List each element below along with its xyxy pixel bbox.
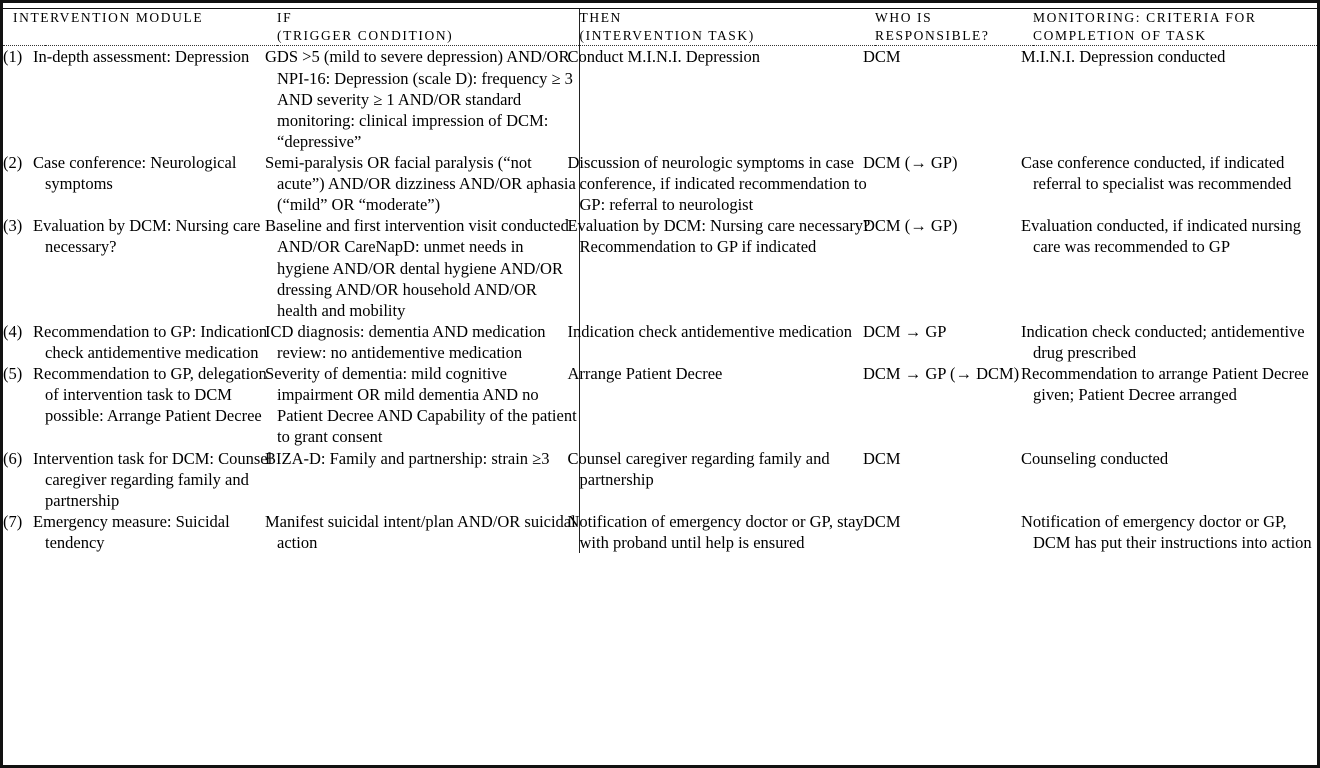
cell-module: In-depth assessment: Depression [33, 47, 250, 67]
cell-module: Intervention task for DCM: Counsel caregiver regarding family and partnership [33, 448, 273, 510]
table-row [3, 448, 1317, 511]
row-number: (3) [3, 216, 23, 236]
header-line-2: (INTERVENTION TASK) [579, 28, 755, 44]
cell-then: Arrange Patient Decree [567, 364, 723, 384]
header-line-1: IF [277, 10, 293, 25]
cell-if: Baseline and first intervention visit conducted AND/OR CareNapD: unmet needs in hygiene AND/OR dental hygiene AND/OR dressing AND/OR household AND/OR health and mobility [277, 215, 579, 321]
table-row [3, 152, 1317, 215]
cell-monitoring: Evaluation conducted, if indicated nursing care was recommended to GP [1021, 216, 1301, 257]
cell-if: Severity of dementia: mild cognitive impairment OR mild dementia AND no Patient Decree AND Capability of the patient to grant consent [277, 363, 579, 447]
cell-then: Evaluation by DCM: Nursing care necessary? Recommendation to GP if indicated [567, 216, 871, 257]
row-number: (5) [3, 364, 23, 384]
cell-module: Case conference: Neurological symptoms [33, 152, 237, 194]
header-line-1: INTERVENTION MODULE [13, 10, 204, 25]
cell-module: Recommendation to GP: Indication check antidementive medication [33, 321, 268, 362]
cell-who: DCM (→ GP) [863, 152, 958, 172]
header-then [579, 9, 875, 46]
cell-if: GDS >5 (mild to severe depression) AND/OR NPI-16: Depression (scale D): frequency ≥ 3 AND severity ≥ 1 AND/OR standard monitoring: clinical impression of DCM: “depressive” [277, 46, 579, 152]
table-top-rule [3, 0, 1317, 9]
cell-monitoring: Indication check conducted; antidementive drug prescribed [1021, 321, 1305, 362]
table-body [3, 46, 1317, 553]
cell-who: DCM [863, 448, 901, 468]
header-line-1: MONITORING: CRITERIA FOR [1033, 10, 1257, 25]
header-intervention-module [3, 9, 277, 46]
cell-module: Evaluation by DCM: Nursing care necessary? [33, 216, 261, 257]
row-number: (2) [3, 152, 23, 172]
row-number: (6) [3, 448, 23, 468]
header-line-1: THEN [579, 10, 622, 25]
cell-who: DCM → GP (→ DCM) [863, 364, 1020, 384]
cell-then: Counsel caregiver regarding family and partnership [567, 448, 830, 489]
cell-monitoring: M.I.N.I. Depression conducted [1021, 47, 1226, 67]
table-row [3, 363, 1317, 447]
table-row [3, 215, 1317, 321]
cell-monitoring: Recommendation to arrange Patient Decree given; Patient Decree arranged [1021, 364, 1309, 405]
cell-if: Semi-paralysis OR facial paralysis (“not acute”) AND/OR dizziness AND/OR aphasia (“mild” OR “moderate”) [277, 152, 579, 215]
cell-who: DCM [863, 47, 901, 67]
header-line-2: RESPONSIBLE? [875, 28, 990, 44]
cell-then: Indication check antidementive medication [567, 321, 853, 341]
cell-if: BIZA-D: Family and partnership: strain ≥3 [277, 448, 579, 511]
intervention-module-table [3, 9, 1317, 553]
table-row [3, 321, 1317, 363]
header-who-responsible [875, 9, 1033, 46]
row-number: (4) [3, 321, 23, 341]
cell-monitoring: Notification of emergency doctor or GP, DCM has put their instructions into action [1021, 511, 1312, 552]
cell-monitoring: Counseling conducted [1021, 448, 1169, 468]
cell-if: ICD diagnosis: dementia AND medication review: no antidementive medication [277, 321, 579, 363]
header-line-2: COMPLETION OF TASK [1033, 28, 1207, 44]
cell-then: Discussion of neurologic symptoms in case conference, if indicated recommendation to GP: referral to neurologist [567, 152, 867, 215]
header-line-2: (TRIGGER CONDITION) [277, 28, 454, 44]
cell-who: DCM [863, 511, 901, 531]
cell-who: DCM → GP [863, 321, 947, 341]
table-row [3, 46, 1317, 152]
cell-then: Notification of emergency doctor or GP, stay with proband until help is ensured [567, 511, 864, 552]
cell-then: Conduct M.I.N.I. Depression [567, 47, 760, 67]
cell-who: DCM (→ GP) [863, 216, 958, 236]
header-monitoring [1033, 9, 1317, 46]
table-header [3, 9, 1317, 46]
header-line-1: WHO IS [875, 10, 933, 25]
table-row [3, 511, 1317, 553]
row-number: (1) [3, 47, 23, 67]
row-number: (7) [3, 511, 23, 531]
cell-module: Recommendation to GP, delegation of intervention task to DCM possible: Arrange Patient Decree [33, 364, 267, 426]
cell-monitoring: Case conference conducted, if indicated referral to specialist was recommended [1021, 152, 1292, 194]
cell-if: Manifest suicidal intent/plan AND/OR suicidal action [277, 511, 579, 553]
cell-module: Emergency measure: Suicidal tendency [33, 511, 230, 552]
header-if [277, 9, 579, 46]
